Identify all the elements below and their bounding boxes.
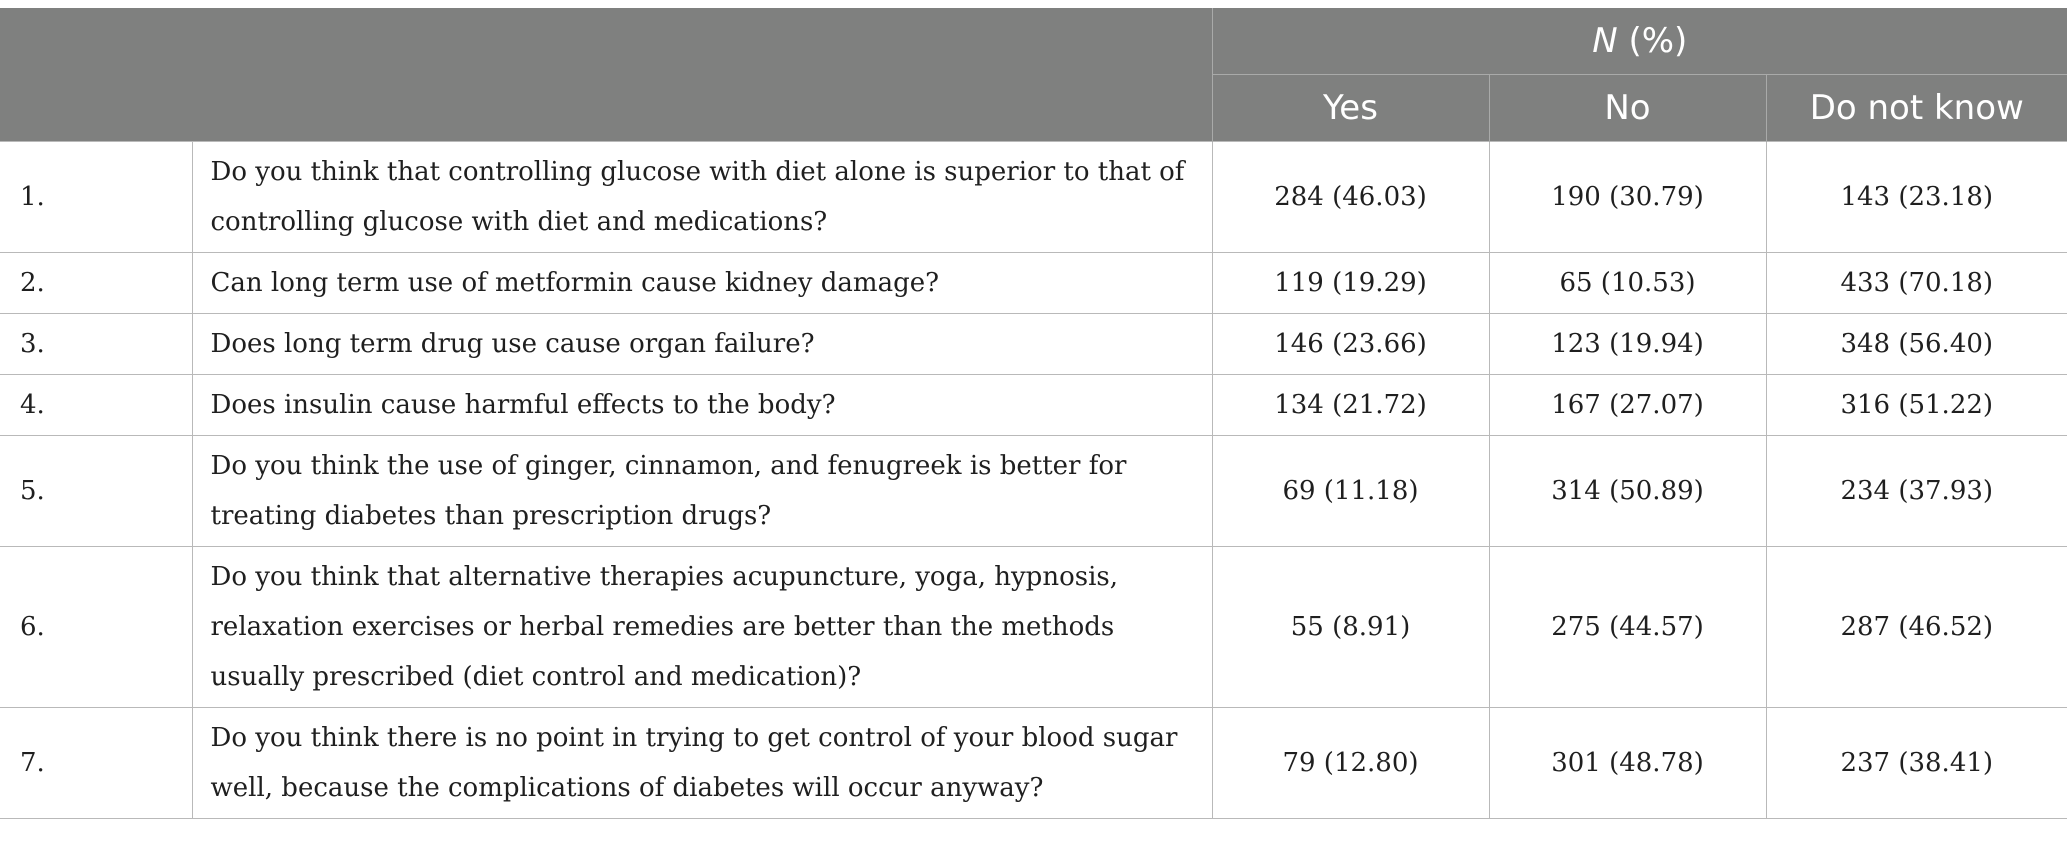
yes-value: 119 (19.29) (1212, 253, 1489, 314)
row-number: 5. (0, 436, 192, 547)
question-text: Can long term use of metformin cause kidney damage? (192, 253, 1212, 314)
table-row (0, 375, 2067, 436)
table-row (0, 708, 2067, 819)
do-not-know-value: 316 (51.22) (1766, 375, 2067, 436)
no-value: 301 (48.78) (1489, 708, 1766, 819)
header-group-row (0, 8, 2067, 75)
no-value: 314 (50.89) (1489, 436, 1766, 547)
table-row (0, 142, 2067, 253)
header-no: No (1489, 75, 1766, 142)
row-number: 6. (0, 547, 192, 708)
row-number: 1. (0, 142, 192, 253)
header-n-percent (1212, 8, 2067, 75)
no-value: 275 (44.57) (1489, 547, 1766, 708)
table-row (0, 253, 2067, 314)
question-text: Do you think the use of ginger, cinnamon, and fenugreek is better for treating diabetes than prescription drugs? (192, 436, 1212, 547)
yes-value: 284 (46.03) (1212, 142, 1489, 253)
table-row (0, 314, 2067, 375)
survey-results-table (0, 8, 2067, 819)
question-text: Do you think that alternative therapies acupuncture, yoga, hypnosis, relaxation exercises or herbal remedies are better than the methods usually prescribed (diet control and medication)? (192, 547, 1212, 708)
header-percent-label: (%) (1617, 21, 1688, 61)
yes-value: 146 (23.66) (1212, 314, 1489, 375)
do-not-know-value: 234 (37.93) (1766, 436, 2067, 547)
question-text: Do you think there is no point in trying to get control of your blood sugar well, because the complications of diabetes will occur anyway? (192, 708, 1212, 819)
table-body (0, 142, 2067, 819)
do-not-know-value: 348 (56.40) (1766, 314, 2067, 375)
question-text: Does insulin cause harmful effects to the body? (192, 375, 1212, 436)
header-n-symbol: N (1592, 21, 1618, 61)
table-row (0, 436, 2067, 547)
row-number: 7. (0, 708, 192, 819)
question-text: Does long term drug use cause organ failure? (192, 314, 1212, 375)
header-yes: Yes (1212, 75, 1489, 142)
row-number: 2. (0, 253, 192, 314)
table-row (0, 547, 2067, 708)
header-do-not-know: Do not know (1766, 75, 2067, 142)
no-value: 167 (27.07) (1489, 375, 1766, 436)
do-not-know-value: 433 (70.18) (1766, 253, 2067, 314)
row-number: 3. (0, 314, 192, 375)
yes-value: 79 (12.80) (1212, 708, 1489, 819)
do-not-know-value: 143 (23.18) (1766, 142, 2067, 253)
yes-value: 69 (11.18) (1212, 436, 1489, 547)
yes-value: 134 (21.72) (1212, 375, 1489, 436)
do-not-know-value: 237 (38.41) (1766, 708, 2067, 819)
question-text: Do you think that controlling glucose with diet alone is superior to that of controlling glucose with diet and medications? (192, 142, 1212, 253)
header-blank-cell (0, 8, 1212, 142)
yes-value: 55 (8.91) (1212, 547, 1489, 708)
do-not-know-value: 287 (46.52) (1766, 547, 2067, 708)
table-header (0, 8, 2067, 142)
no-value: 190 (30.79) (1489, 142, 1766, 253)
no-value: 123 (19.94) (1489, 314, 1766, 375)
row-number: 4. (0, 375, 192, 436)
no-value: 65 (10.53) (1489, 253, 1766, 314)
